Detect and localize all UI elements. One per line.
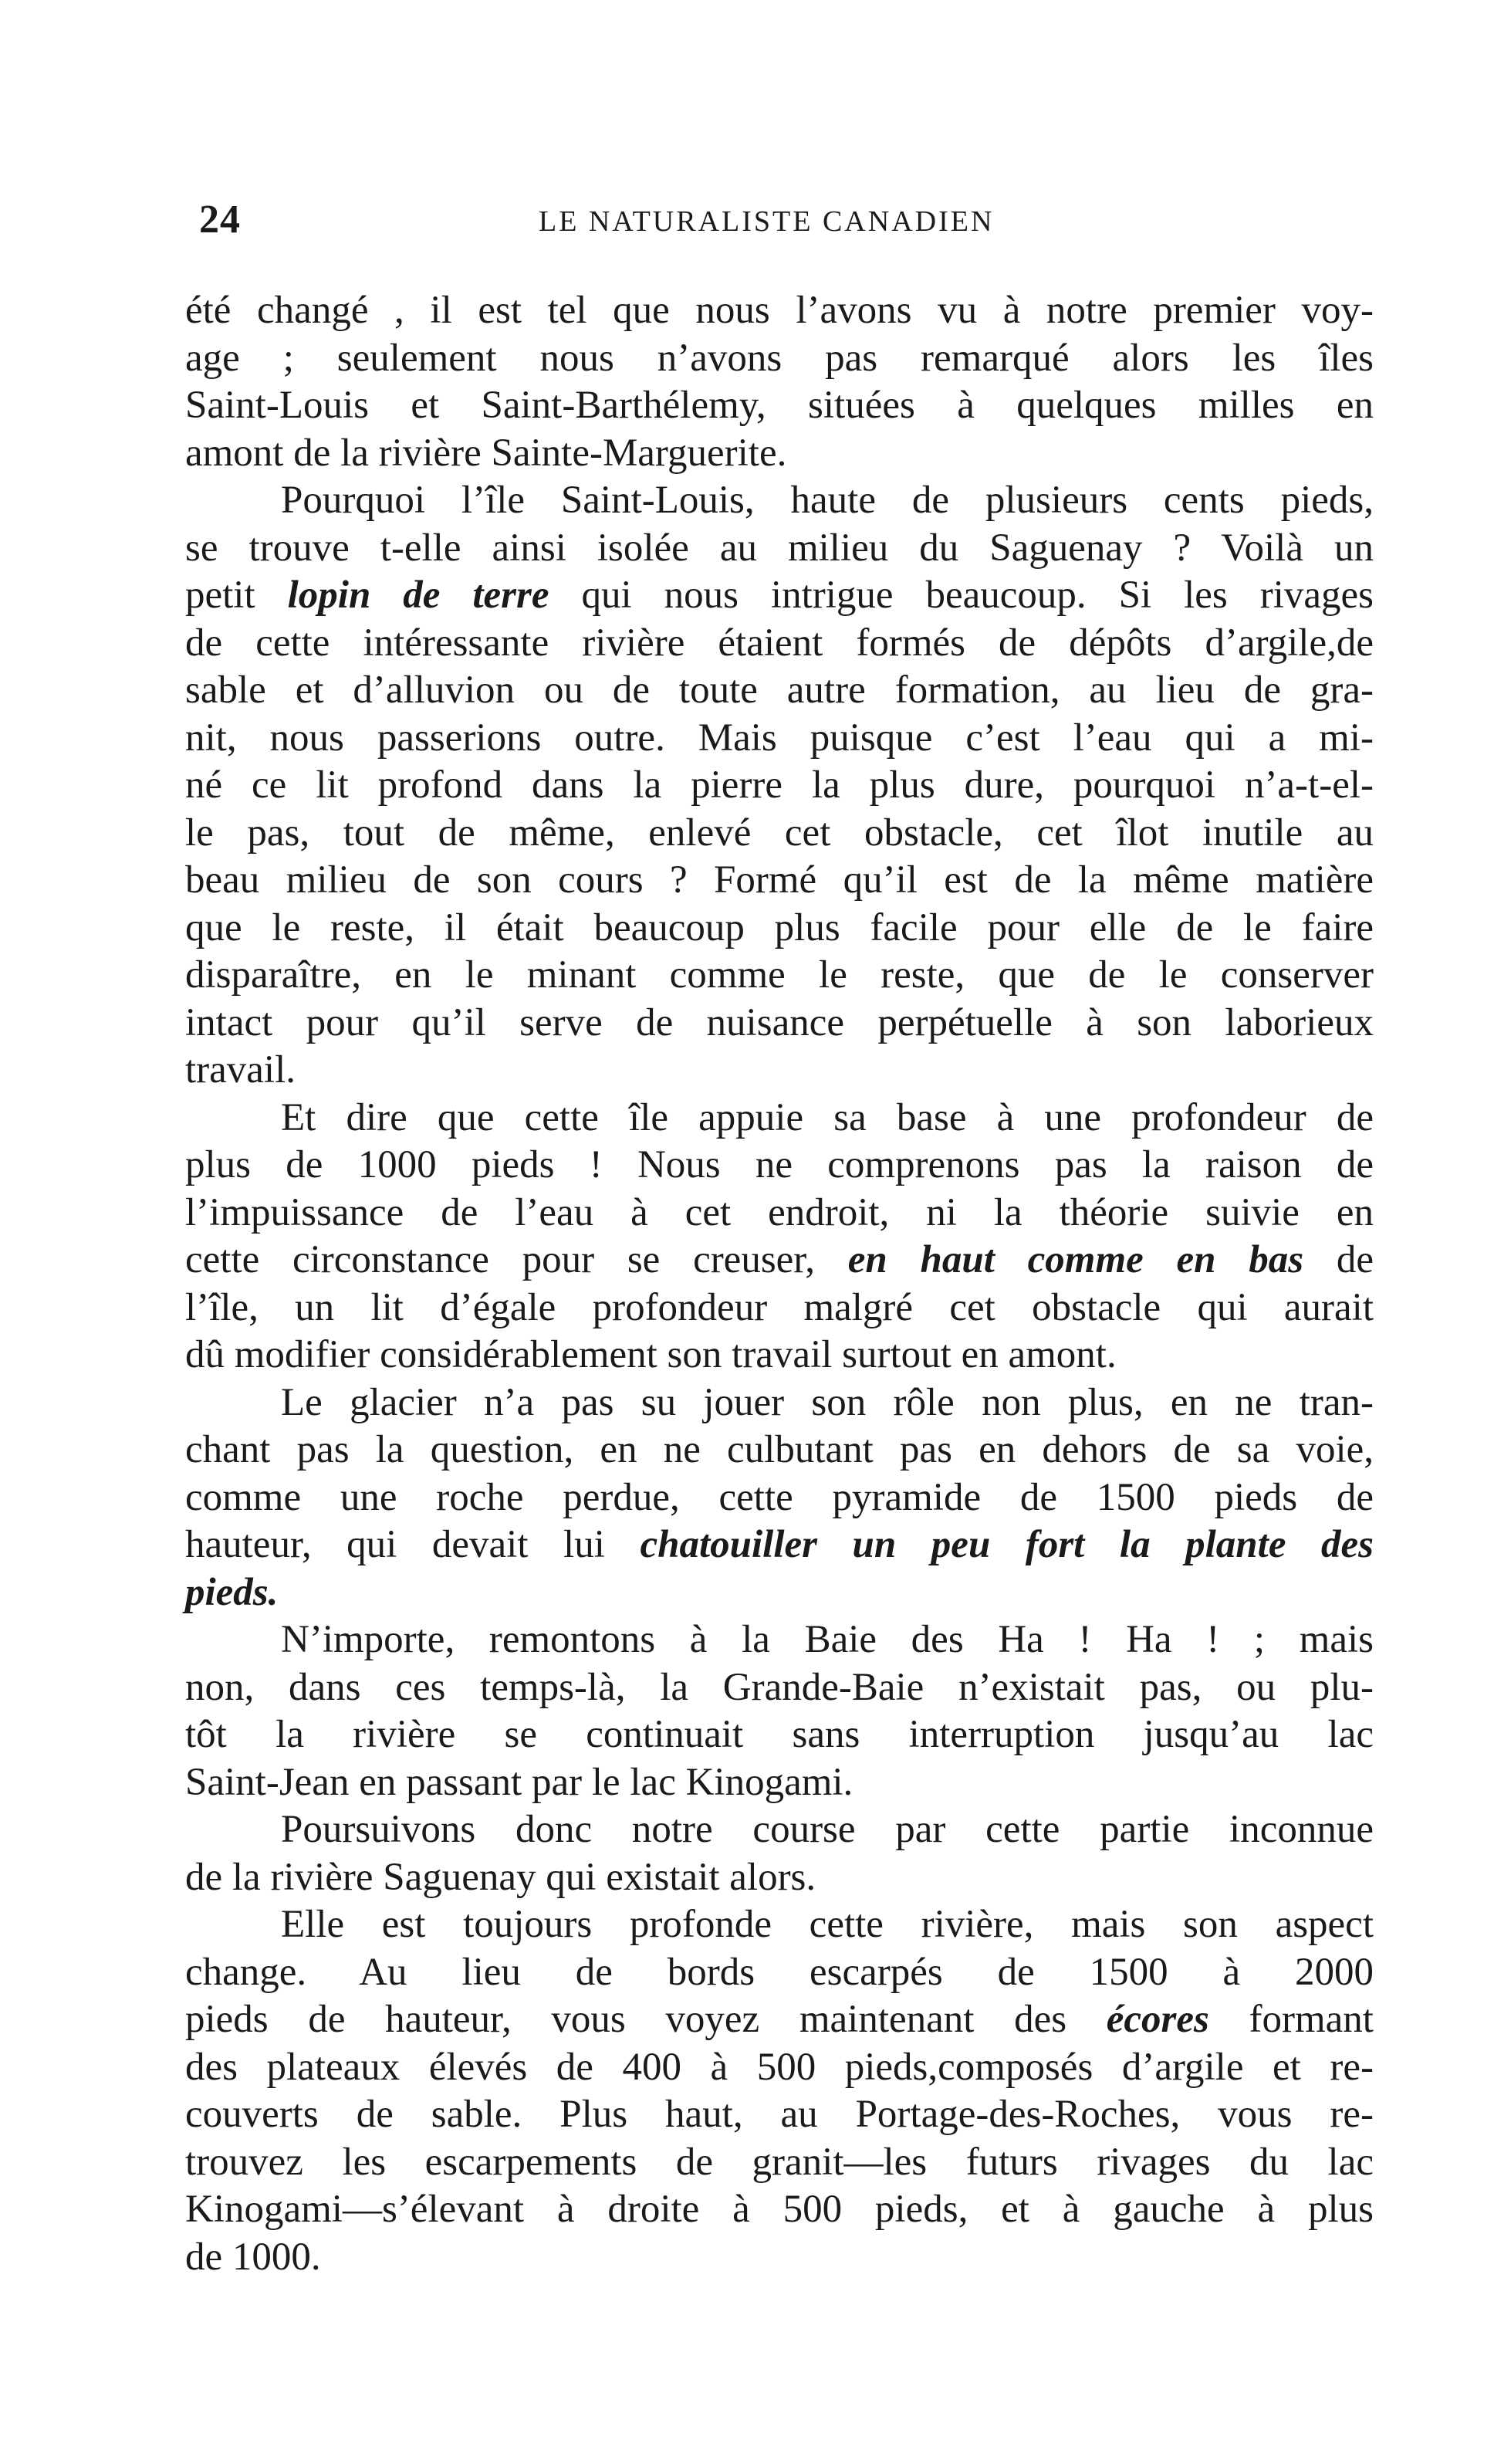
- text-segment: de: [1303, 1238, 1374, 1281]
- text-line: de 1000.: [185, 2235, 321, 2279]
- text-line: dû modifier considérablement son travail surtout en amont.: [185, 1333, 1117, 1376]
- text-line: l’impuissance de l’eau à cet endroit, ni la théorie suivie en: [185, 1190, 1374, 1234]
- text-line: [185, 1521, 1374, 1569]
- text-line: [185, 1996, 1374, 2044]
- text-line: Elle est toujours profonde cette rivière, mais son aspect: [281, 1903, 1374, 1946]
- text-line: été changé , il est tel que nous l’avons vu à notre premier voy-: [185, 289, 1374, 332]
- text-line: sable et d’alluvion ou de toute autre formation, au lieu de gra-: [185, 668, 1374, 712]
- page-number: 24: [199, 198, 241, 242]
- text-segment: qui nous intrigue beaucoup. Si les rivages: [549, 574, 1374, 617]
- italic-text-segment: pieds.: [185, 1570, 279, 1614]
- text-line: couverts de sable. Plus haut, au Portage-des-Roches, vous re-: [185, 2093, 1374, 2136]
- text-line: Poursuivons donc notre course par cette partie inconnue: [281, 1808, 1374, 1851]
- italic-text-segment: lopin de terre: [287, 574, 549, 617]
- text-segment: hauteur, qui devait lui: [185, 1523, 641, 1566]
- text-line: non, dans ces temps-là, la Grande-Baie n’existait pas, ou plu-: [185, 1665, 1374, 1709]
- body-text: [185, 287, 1374, 2281]
- text-segment: formant: [1208, 1998, 1374, 2041]
- text-line: intact pour qu’il serve de nuisance perpétuelle à son laborieux: [185, 1000, 1374, 1044]
- text-segment: petit: [185, 574, 288, 617]
- italic-text-segment: écores: [1106, 1998, 1209, 2041]
- text-line: né ce lit profond dans la pierre la plus dure, pourquoi n’a-t-el-: [185, 763, 1374, 807]
- text-line: nit, nous passerions outre. Mais puisque c’est l’eau qui a mi-: [185, 716, 1374, 760]
- text-line: de la rivière Saguenay qui existait alors.: [185, 1855, 816, 1899]
- text-segment: pieds de hauteur, vous voyez maintenant des: [185, 1998, 1107, 2041]
- text-line: plus de 1000 pieds ! Nous ne comprenons pas la raison de: [185, 1143, 1374, 1186]
- text-line: Pourquoi l’île Saint-Louis, haute de plusieurs cents pieds,: [281, 479, 1374, 522]
- page-header: [199, 197, 1372, 259]
- text-line: [185, 572, 1374, 620]
- text-line: chant pas la question, en ne culbutant pas en dehors de sa voie,: [185, 1428, 1374, 1471]
- text-line: que le reste, il était beaucoup plus facile pour elle de le faire: [185, 905, 1374, 949]
- italic-text-segment: chatouiller un peu fort la plante des: [640, 1523, 1374, 1566]
- text-line: trouvez les escarpements de granit—les futurs rivages du lac: [185, 2140, 1374, 2184]
- text-line: Le glacier n’a pas su jouer son rôle non plus, en ne tran-: [281, 1380, 1374, 1424]
- text-line: le pas, tout de même, enlevé cet obstacle, cet îlot inutile au: [185, 811, 1374, 855]
- text-line: beau milieu de son cours ? Formé qu’il est de la même matière: [185, 858, 1374, 902]
- text-line: travail.: [185, 1048, 296, 1092]
- text-line: [185, 1569, 1374, 1617]
- text-line: de cette intéressante rivière étaient formés de dépôts d’argile,de: [185, 621, 1374, 665]
- italic-text-segment: en haut comme en bas: [847, 1238, 1304, 1281]
- text-line: se trouve t-elle ainsi isolée au milieu du Saguenay ? Voilà un: [185, 526, 1374, 570]
- text-segment: cette circonstance pour se creuser,: [185, 1238, 848, 1281]
- text-line: N’importe, remontons à la Baie des Ha ! Ha ! ; mais: [281, 1618, 1374, 1661]
- text-line: Kinogami—s’élevant à droite à 500 pieds, et à gauche à plus: [185, 2188, 1374, 2231]
- text-line: change. Au lieu de bords escarpés de 1500 à 2000: [185, 1950, 1374, 1994]
- text-line: age ; seulement nous n’avons pas remarqué alors les îles: [185, 336, 1374, 380]
- text-line: tôt la rivière se continuait sans interruption jusqu’au lac: [185, 1713, 1374, 1756]
- text-line: disparaître, en le minant comme le reste, que de le conserver: [185, 953, 1374, 997]
- running-title: LE NATURALISTE CANADIEN: [539, 205, 995, 238]
- text-line: Et dire que cette île appuie sa base à une profondeur de: [281, 1095, 1374, 1139]
- text-line: amont de la rivière Sainte-Marguerite.: [185, 431, 787, 475]
- text-line: Saint-Jean en passant par le lac Kinogami.: [185, 1760, 853, 1804]
- text-line: Saint-Louis et Saint-Barthélemy, situées à quelques milles en: [185, 384, 1374, 427]
- text-line: comme une roche perdue, cette pyramide de 1500 pieds de: [185, 1475, 1374, 1519]
- text-line: des plateaux élevés de 400 à 500 pieds,composés d’argile et re-: [185, 2045, 1374, 2089]
- text-line: l’île, un lit d’égale profondeur malgré cet obstacle qui aurait: [185, 1285, 1374, 1329]
- text-line: [185, 1237, 1374, 1284]
